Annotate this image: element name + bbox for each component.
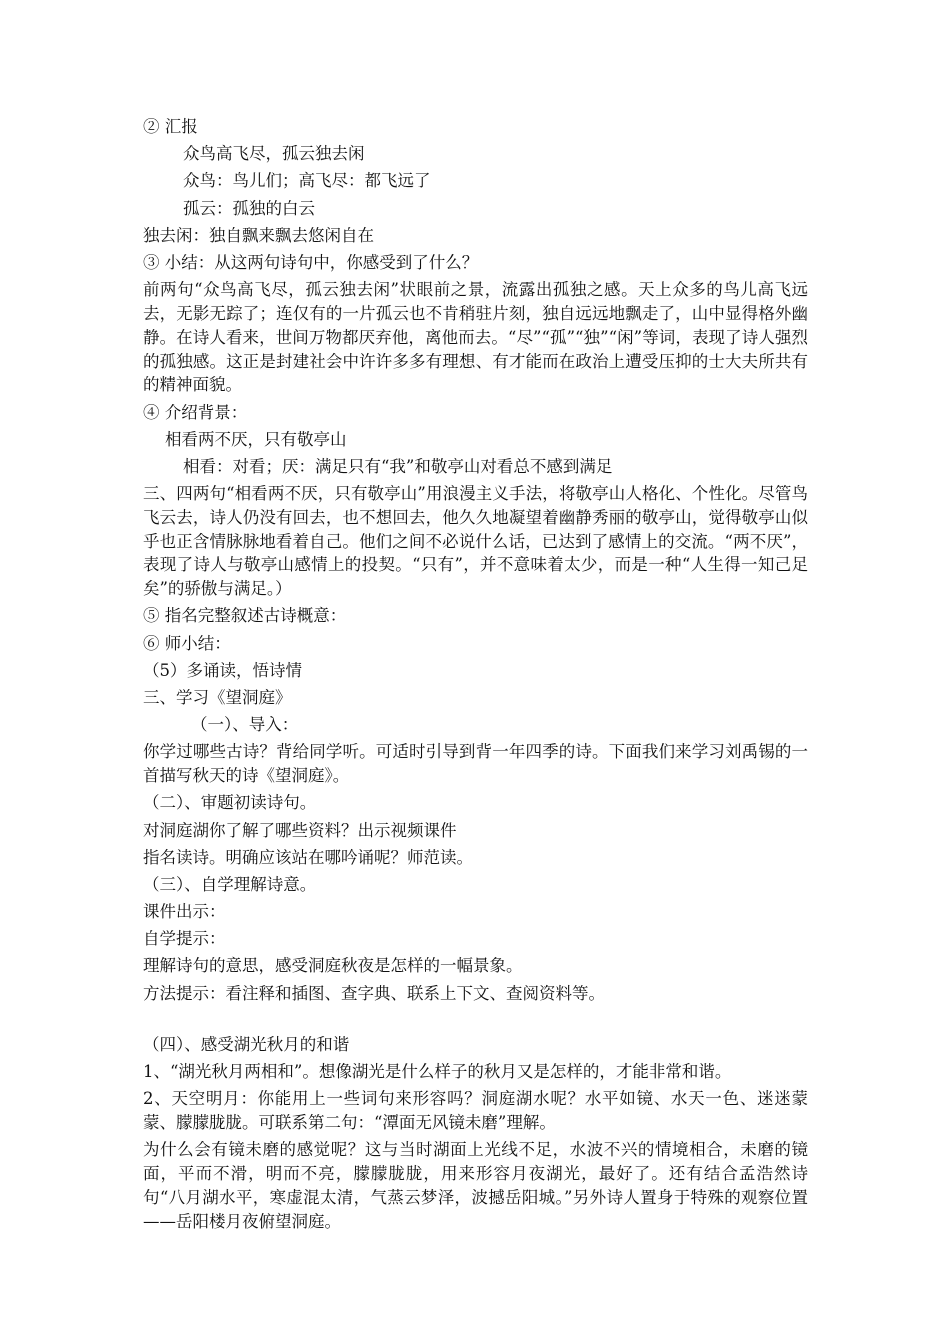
step-5-heading: ⑤ 指名完整叙述古诗概意： <box>143 606 347 626</box>
section-3-heading: 三、学习《望洞庭》 <box>143 688 292 707</box>
analysis-paragraph-1: 前两句“众鸟高飞尽，孤云独去闲”状眼前之景，流露出孤独之感。天上众多的鸟儿高飞远去，无影无踪了；连仅有的一片孤云也不肯稍驻片刻，独自远远地飘走了，山中显得格外幽静。在诗人看来，世间万物都厌弃他，离他而去。“尽”“孤”“独”“闲”等词，表现了诗人强烈的孤独感。这正是封建社会中许许多多有理想、有才能而在政治上遭受压抑的士大夫所共有的精神面貌。 <box>143 280 808 395</box>
step-6-heading: ⑥ 师小结： <box>143 633 231 653</box>
section-5-heading: （5）多诵读，悟诗情 <box>143 660 302 680</box>
self-study-tip: 理解诗句的意思，感受洞庭秋夜是怎样的一幅景象。 <box>143 956 523 976</box>
intro-paragraph: 你学过哪些古诗？背给同学听。可适时引导到背一年四季的诗。下面我们来学习刘禹锡的一首描写秋天的诗《望洞庭》。 <box>143 742 808 786</box>
poem-line-1: 众鸟高飞尽，孤云独去闲 <box>183 144 365 164</box>
reading-instruction: 指名读诗。明确应该站在哪吟诵呢？师范读。 <box>143 847 473 867</box>
report-heading: ② 汇报 <box>143 117 198 136</box>
self-study-heading: （三）、自学理解诗意。 <box>143 874 317 894</box>
title-reading-heading: （二）、审题初读诗句。 <box>143 793 317 813</box>
summary-heading: ③ 小结：从这两句诗句中，你感受到了什么？ <box>143 252 479 272</box>
document-body <box>143 115 808 1237</box>
annotation-line-4: 相看：对看；厌：满足只有“我”和敬亭山对看总不感到满足 <box>183 456 613 476</box>
annotation-line-2: 孤云：孤独的白云 <box>183 198 315 218</box>
dongting-question: 对洞庭湖你了解了哪些资料？出示视频课件 <box>143 820 457 840</box>
analysis-paragraph-2: 三、四两句“相看两不厌，只有敬亭山”用浪漫主义手法，将敬亭山人格化、个性化。尽管鸟飞云去，诗人仍没有回去，也不想回去，他久久地凝望着幽静秀丽的敬亭山，觉得敬亭山似乎也正含情脉脉地看着自己。他们之间不必说什么话，已达到了感情上的交流。“两不厌”，表现了诗人与敬亭山感情上的投契。“只有”，并不意味着太少，而是一种“人生得一知己足矣”的骄傲与满足。） <box>143 484 808 599</box>
background-heading: ④ 介绍背景： <box>143 402 248 422</box>
courseware-label: 课件出示： <box>143 902 226 922</box>
harmony-heading: （四）、感受湖光秋月的和谐 <box>143 1034 350 1054</box>
annotation-line-1: 众鸟：鸟儿们；高飞尽：都飞远了 <box>183 171 431 191</box>
self-study-tips-label: 自学提示： <box>143 929 226 949</box>
annotation-line-3: 独去闲：独自飘来飘去悠闲自在 <box>143 225 374 245</box>
intro-heading: （一）、导入： <box>191 715 299 735</box>
point-2-paragraph: 2、天空明月：你能用上一些词句来形容吗？洞庭湖水呢？水平如镜、水天一色、迷迷蒙蒙、朦朦胧胧。可联系第二句：“潭面无风镜未磨”理解。 <box>143 1089 808 1133</box>
point-1-paragraph: 1、“湖光秋月两相和”。想像湖光是什么样子的秋月又是怎样的，才能非常和谐。 <box>143 1062 732 1082</box>
blank-line <box>143 1009 808 1033</box>
mirror-explanation-paragraph: 为什么会有镜未磨的感觉呢？这与当时湖面上光线不足，水波不兴的情境相合，未磨的镜面，平而不滑，明而不亮，朦朦胧胧，用来形容月夜湖光，最好了。还有结合孟浩然诗句“八月湖水平，寒虚混太清，气蒸云梦泽，波撼岳阳城。”另外诗人置身于特殊的观察位置——岳阳楼月夜俯望洞庭。 <box>143 1140 808 1231</box>
method-tip: 方法提示：看注释和插图、查字典、联系上下文、查阅资料等。 <box>143 983 605 1003</box>
poem-line-2: 相看两不厌，只有敬亭山 <box>165 429 347 449</box>
